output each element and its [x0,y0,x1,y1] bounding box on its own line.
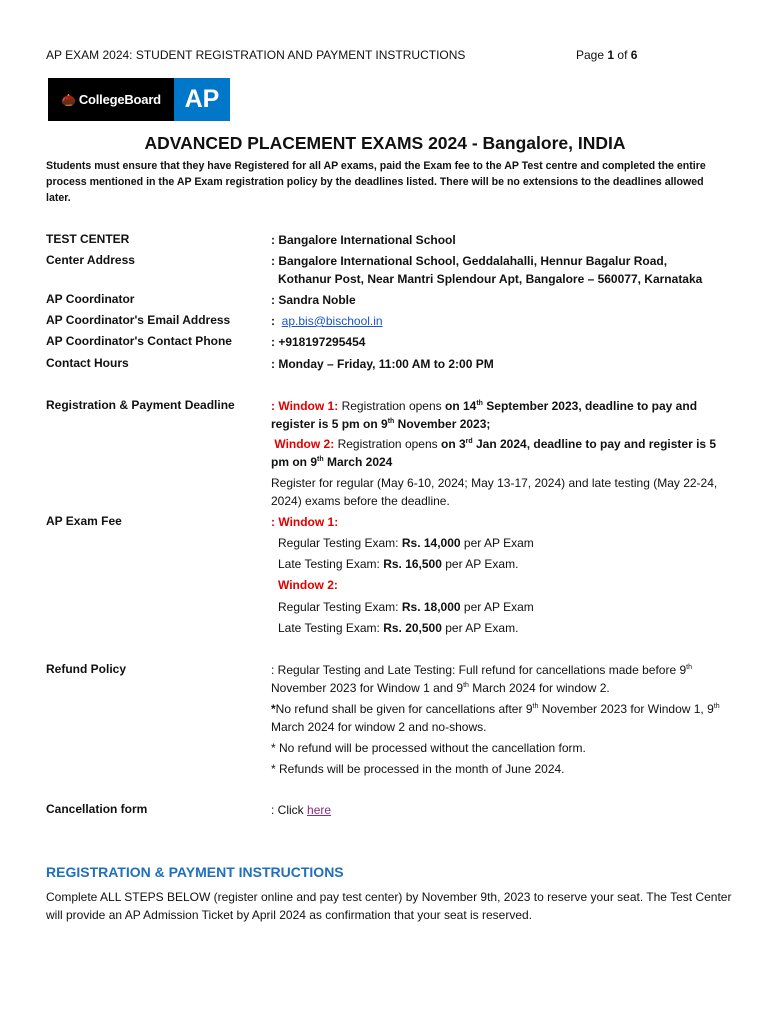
cancellation-label: Cancellation form [46,802,148,816]
w1-date-a: on 14 [444,399,477,413]
w2-sup-a: rd [465,438,473,445]
ap-logo: AP [174,78,230,121]
deadline-window-1 [271,397,731,433]
fee-w2-regular-label: Regular Testing Exam: [278,600,399,614]
test-center-value: : Bangalore International School [271,233,456,247]
refund-p2-star: * [271,702,276,716]
fee-w2-late [278,619,738,637]
fee-w2-regular [278,598,738,616]
fee-w1-late-label: Late Testing Exam: [278,557,380,571]
email-colon: : [271,314,275,328]
fee-w1-regular [278,534,738,552]
collegeboard-ap-logo [48,78,230,121]
refund-para-2 [271,700,731,736]
fee-window-1-heading [271,513,731,531]
address-line-2: Kothanur Post, Near Mantri Splendour Apt, Bangalore – 560077, Karnataka [278,272,703,286]
refund-p2-c: March 2024 for window 2 and no-shows. [271,720,487,734]
w2-date-a: on 3 [440,437,466,451]
hours-value: : Monday – Friday, 11:00 AM to 2:00 PM [271,357,494,371]
w1-text: Registration opens [341,399,442,413]
page-current: 1 [607,48,615,62]
w1-colon: : [271,399,275,413]
refund-para-1 [271,661,731,697]
address-line-1: : Bangalore International School, Geddalahalli, Hennur Bagalur Road, [271,254,668,268]
instructions-heading: REGISTRATION & PAYMENT INSTRUCTIONS [46,864,344,880]
w1-sup-a: th [476,400,483,407]
w2-date-b: Jan 2024, deadline to pay and register is 5 pm on 9 [271,437,717,469]
page-label: Page [576,48,605,62]
page-title: ADVANCED PLACEMENT EXAMS 2024 - Bangalore, INDIA [144,133,626,153]
coordinator-label: AP Coordinator [46,292,135,306]
fee-w1-regular-amount: Rs. 14,000 [401,536,461,550]
page-number [576,48,637,62]
window-1-label: Window 1: [278,399,339,413]
acorn-icon: 🌰 [61,92,76,107]
refund-label: Refund Policy [46,662,127,676]
refund-p1-c: March 2024 for window 2. [472,681,610,695]
cancellation-row [271,801,731,819]
deadline-label: Registration & Payment Deadline [46,398,235,412]
fee-w2-regular-amount: Rs. 18,000 [401,600,461,614]
window-2-label: Window 2: [274,437,335,451]
w1-sup-b: th [387,418,395,425]
hours-label: Contact Hours [46,356,129,370]
cancellation-text: : Click [271,803,304,817]
refund-p2-sup-b: th [713,703,720,710]
refund-p2-a: No refund shall be given for cancellations after 9 [275,702,533,716]
refund-para-3: * No refund will be processed without the cancellation form. [271,741,586,755]
collegeboard-wordmark: CollegeBoard [78,92,161,107]
collegeboard-logo [48,78,174,121]
fee-w1-regular-unit: per AP Exam [463,536,534,550]
deadline-window-2 [271,435,731,471]
refund-p1-sup-b: th [463,682,469,689]
page-of: of [617,48,628,62]
w1-date-c: November 2023; [397,417,491,431]
document-header: AP EXAM 2024: STUDENT REGISTRATION AND PAYMENT INSTRUCTIONS [46,48,466,62]
address-label: Center Address [46,253,135,267]
w1-date-b: September 2023, deadline to pay and register is 5 pm on 9 [271,399,698,431]
refund-p1-a: : Regular Testing and Late Testing: Full refund for cancellations made before 9 [271,663,687,677]
page-total: 6 [630,48,638,62]
email-label: AP Coordinator's Email Address [46,313,231,327]
fee-window-2-label: Window 2: [278,578,338,592]
phone-value: : +918197295454 [271,335,366,349]
fee-w1-colon: : [271,515,275,529]
deadline-note: Register for regular (May 6-10, 2024; May 13-17, 2024) and late testing (May 22-24, 2024) exams before the deadline. [271,476,718,508]
w2-text: Registration opens [337,437,438,451]
fee-w1-late-amount: Rs. 16,500 [383,557,442,571]
fee-w2-late-unit: per AP Exam. [445,621,519,635]
refund-p2-sup-a: th [532,703,539,710]
w2-date-c: March 2024 [326,455,393,469]
fee-w1-late [278,555,738,573]
test-center-label: TEST CENTER [46,232,130,246]
fee-label: AP Exam Fee [46,514,122,528]
instructions-paragraph: Complete ALL STEPS BELOW (register online and pay test center) by November 9th, 2023 to reserve your seat. The Test Center will provide an AP Admission Ticket by April 2024 as confirmation that your seat is reserved. [46,890,732,922]
refund-para-4: * Refunds will be processed in the month of June 2024. [271,762,565,776]
cancellation-form-link[interactable]: here [307,803,332,817]
fee-window-2-heading [278,576,738,594]
fee-w2-late-label: Late Testing Exam: [278,621,380,635]
phone-label: AP Coordinator's Contact Phone [46,334,232,348]
fee-w1-regular-label: Regular Testing Exam: [278,536,399,550]
fee-window-1-label: Window 1: [278,515,339,529]
refund-p1-b: November 2023 for Window 1 and 9 [271,681,464,695]
coordinator-value: : Sandra Noble [271,293,356,307]
refund-p2-b: November 2023 for Window 1, 9 [541,702,714,716]
address-value [271,252,731,288]
fee-w2-regular-unit: per AP Exam [463,600,534,614]
intro-paragraph: Students must ensure that they have Registered for all AP exams, paid the Exam fee to the AP Test centre and completed the entire process mentioned in the AP Exam registration policy by the deadlines listed. There will be no extensions to the deadlines allowed later. [46,160,706,204]
fee-w2-late-amount: Rs. 20,500 [383,621,442,635]
email-row [271,312,731,330]
email-link[interactable]: ap.bis@bischool.in [281,314,383,328]
fee-w1-late-unit: per AP Exam. [445,557,519,571]
refund-p1-sup-a: th [686,664,692,671]
w2-sup-b: th [317,456,324,463]
